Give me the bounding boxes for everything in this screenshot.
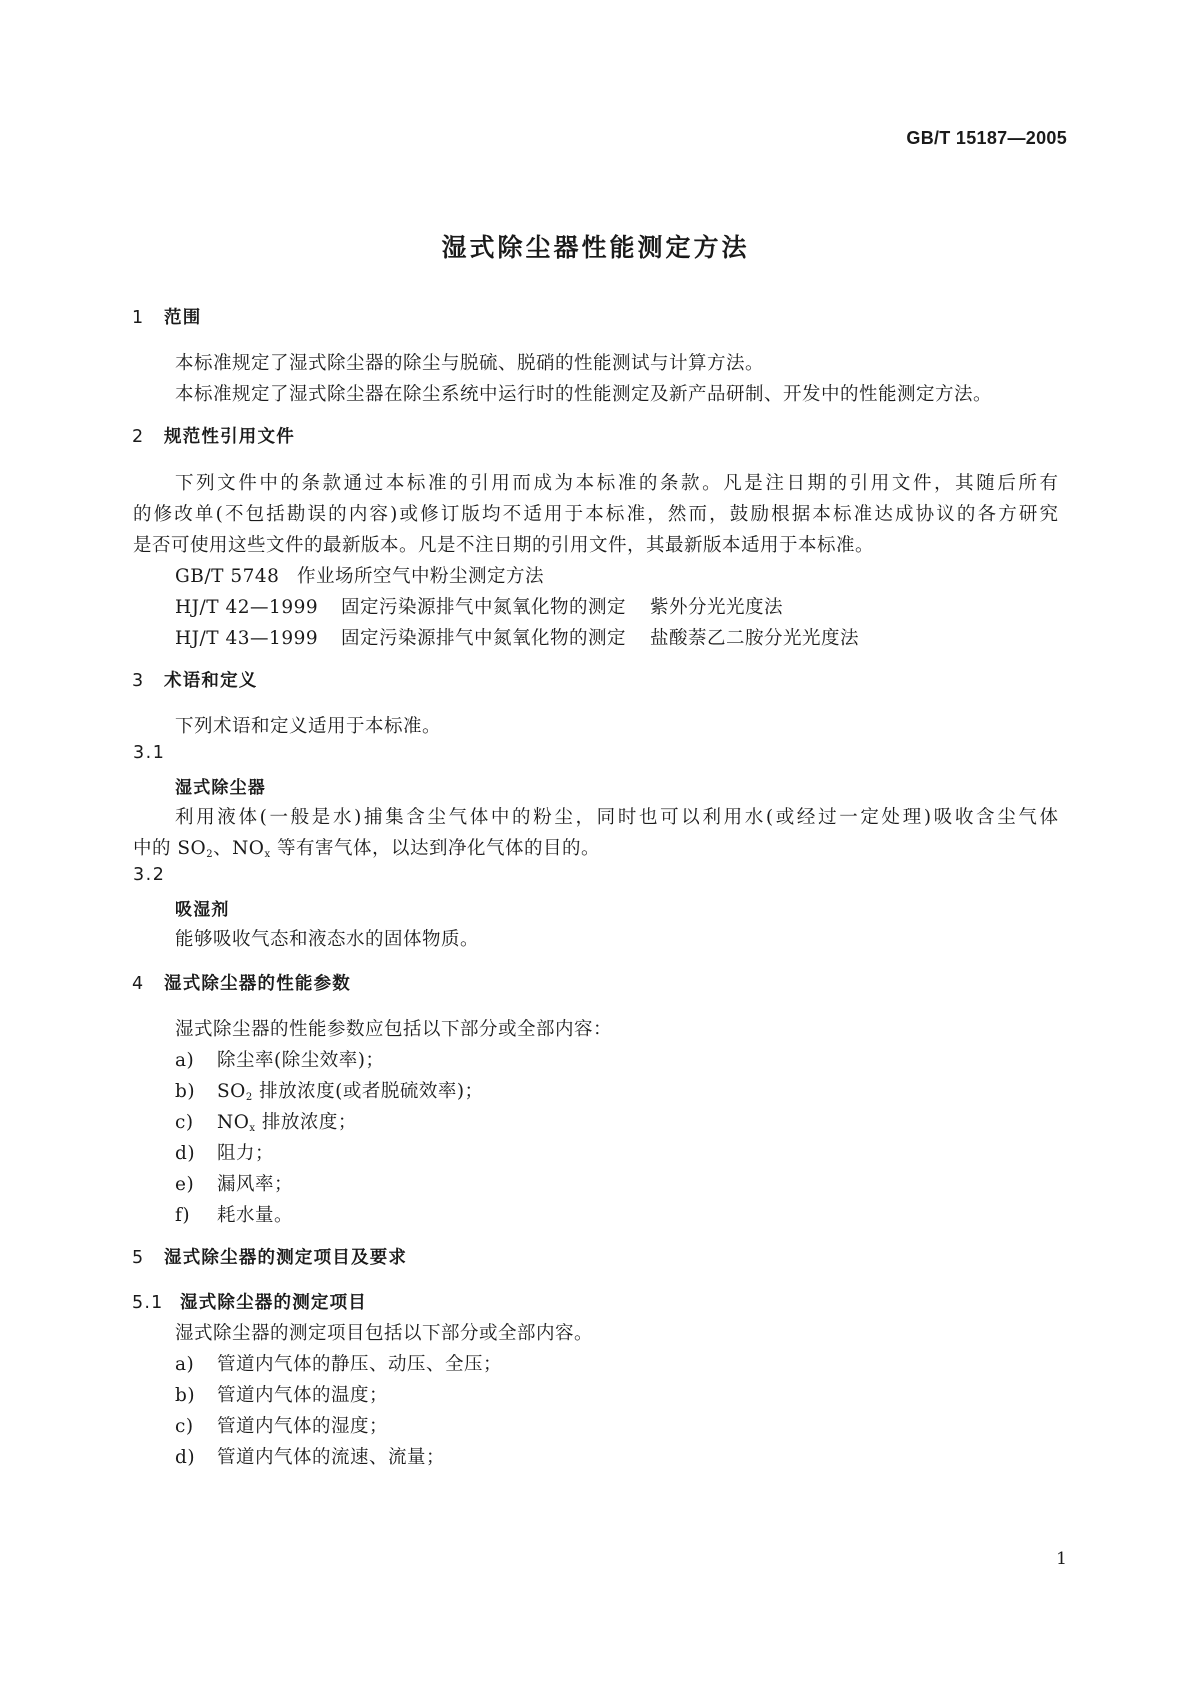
list-text: 排放浓度； (255, 1112, 357, 1133)
reference-code: GB/T 5748 (175, 566, 280, 587)
text: 等有害气体，以达到净化气体的目的。 (270, 838, 600, 859)
reference-title: 作业场所空气中粉尘测定方法 (297, 566, 545, 587)
reference-title: 固定污染源排气中氮氧化物的测定 (341, 597, 627, 618)
list-item (175, 1381, 388, 1407)
section-title: 规范性引用文件 (164, 427, 295, 447)
section-number: 3 (132, 671, 145, 691)
list-label: b) (175, 1081, 196, 1102)
term-name: 吸湿剂 (175, 900, 230, 920)
page-number: 1 (1056, 1549, 1067, 1569)
list-label: c) (175, 1416, 194, 1437)
term-definition-line: 利用液体(一般是水)捕集含尘气体中的粉尘，同时也可以利用水(或经过一定处理)吸收含尘气体 (175, 807, 1058, 828)
reference-title: 固定污染源排气中氮氧化物的测定 (341, 628, 627, 649)
section-1-heading (132, 304, 201, 329)
section-title: 湿式除尘器的性能参数 (164, 974, 351, 994)
list-label: d) (175, 1447, 196, 1468)
text: 中的 SO (133, 838, 207, 859)
list-item (175, 1412, 388, 1438)
subscript: 2 (206, 849, 214, 860)
subscript: 2 (245, 1092, 253, 1103)
reference-item (175, 562, 544, 588)
list-label: a) (175, 1354, 195, 1375)
section-number: 2 (132, 427, 145, 447)
reference-code: HJ/T 42—1999 (175, 597, 319, 618)
section-title: 范围 (164, 308, 202, 328)
section-number: 1 (132, 308, 145, 328)
section-title: 术语和定义 (164, 671, 258, 691)
paragraph-line: 是否可使用这些文件的最新版本。凡是不注日期的引用文件，其最新版本适用于本标准。 (133, 535, 875, 556)
paragraph: 本标准规定了湿式除尘器的除尘与脱硫、脱硝的性能测试与计算方法。 (175, 353, 765, 374)
paragraph: 湿式除尘器的测定项目包括以下部分或全部内容。 (175, 1323, 594, 1344)
reference-item (175, 593, 783, 619)
list-text: NO (217, 1112, 250, 1133)
section-number: 4 (132, 974, 145, 994)
reference-method: 盐酸萘乙二胺分光光度法 (650, 628, 860, 649)
subscript: x (249, 1123, 256, 1134)
paragraph: 湿式除尘器的性能参数应包括以下部分或全部内容： (175, 1019, 613, 1040)
reference-item (175, 624, 859, 650)
section-4-heading (132, 970, 351, 995)
list-text: 耗水量。 (217, 1205, 294, 1226)
list-label: e) (175, 1174, 195, 1195)
reference-code: HJ/T 43—1999 (175, 628, 319, 649)
standard-number: GB/T 15187—2005 (906, 128, 1067, 148)
term-definition: 能够吸收气态和液态水的固体物质。 (175, 929, 480, 950)
section-number: 5 (132, 1248, 145, 1268)
section-title: 湿式除尘器的测定项目及要求 (164, 1248, 408, 1268)
document-title: 湿式除尘器性能测定方法 (441, 233, 750, 262)
paragraph-line: 下列文件中的条款通过本标准的引用而成为本标准的条款。凡是注日期的引用文件，其随后所有 (175, 473, 1058, 494)
list-item (175, 1201, 293, 1227)
list-item (175, 1077, 484, 1103)
list-item (175, 1170, 293, 1196)
list-text: 管道内气体的湿度； (217, 1416, 389, 1437)
term-name: 湿式除尘器 (175, 778, 266, 798)
list-text: 排放浓度(或者脱硫效率)； (252, 1081, 484, 1102)
subscript: x (264, 849, 271, 860)
subsection-title: 湿式除尘器的测定项目 (180, 1293, 367, 1313)
paragraph: 下列术语和定义适用于本标准。 (175, 716, 442, 737)
list-text: 管道内气体的流速、流量； (217, 1447, 446, 1468)
subsection-number: 5.1 (132, 1293, 164, 1313)
clause-number: 3.2 (133, 865, 166, 885)
section-2-heading (132, 423, 295, 448)
term-definition-line (133, 834, 600, 860)
clause-number: 3.1 (133, 743, 166, 763)
list-label: d) (175, 1143, 196, 1164)
list-item (175, 1139, 274, 1165)
list-text: 除尘率(除尘效率)； (217, 1050, 385, 1071)
section-3-heading (132, 667, 258, 692)
list-text: 漏风率； (217, 1174, 294, 1195)
text: 、NO (213, 838, 265, 859)
list-item (175, 1108, 357, 1134)
list-label: a) (175, 1050, 195, 1071)
paragraph: 本标准规定了湿式除尘器在除尘系统中运行时的性能测定及新产品研制、开发中的性能测定方法。 (175, 384, 993, 405)
paragraph-line: 的修改单(不包括勘误的内容)或修订版均不适用于本标准，然而，鼓励根据本标准达成协议的各方研究 (133, 504, 1058, 525)
list-text: 管道内气体的静压、动压、全压； (217, 1354, 503, 1375)
section-5-heading (132, 1244, 407, 1269)
list-text: 管道内气体的温度； (217, 1385, 389, 1406)
list-label: b) (175, 1385, 196, 1406)
reference-method: 紫外分光光度法 (650, 597, 784, 618)
subsection-5-1-heading (132, 1289, 367, 1314)
list-item (175, 1443, 445, 1469)
list-label: c) (175, 1112, 194, 1133)
list-text: 阻力； (217, 1143, 275, 1164)
list-item (175, 1350, 502, 1376)
list-label: f) (175, 1205, 191, 1226)
list-text: SO (217, 1081, 246, 1102)
list-item (175, 1046, 384, 1072)
